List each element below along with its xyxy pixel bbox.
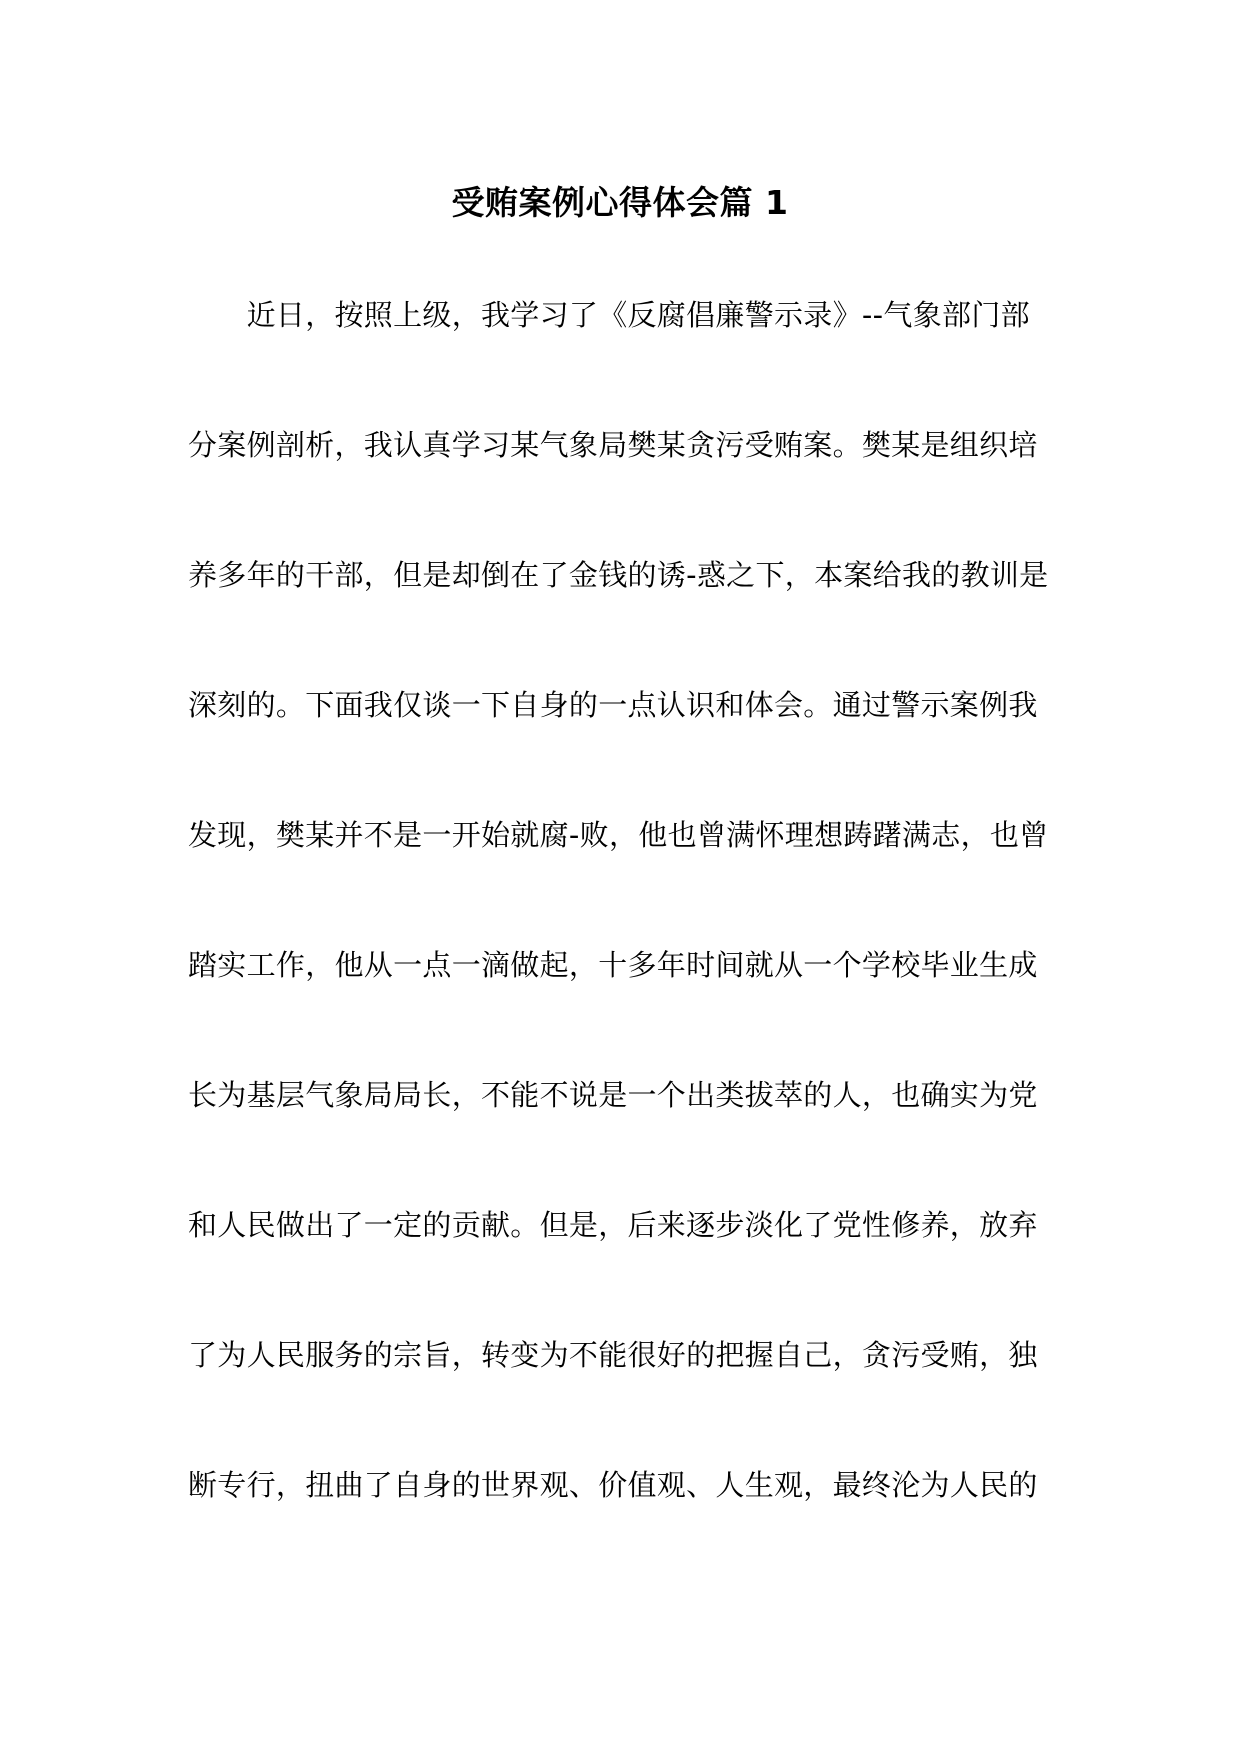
body-text-line: 分案例剖析，我认真学习某气象局樊某贪污受贿案。樊某是组织培	[188, 428, 1038, 462]
body-text-line: 和人民做出了一定的贡献。但是，后来逐步淡化了党性修养，放弃	[188, 1208, 1038, 1242]
body-text-line: 养多年的干部，但是却倒在了金钱的诱-惑之下，本案给我的教训是	[188, 558, 1049, 592]
body-text-line: 发现，樊某并不是一开始就腐-败，他也曾满怀理想踌躇满志，也曾	[188, 818, 1049, 852]
document-body	[188, 290, 1068, 1590]
body-text-line: 深刻的。下面我仅谈一下自身的一点认识和体会。通过警示案例我	[188, 688, 1038, 722]
body-text-line: 近日，按照上级，我学习了《反腐倡廉警示录》--气象部门部	[188, 298, 1030, 332]
body-text-line: 踏实工作，他从一点一滴做起，十多年时间就从一个学校毕业生成	[188, 948, 1038, 982]
body-text-line: 了为人民服务的宗旨，转变为不能很好的把握自己，贪污受贿，独	[188, 1338, 1038, 1372]
body-text-line: 长为基层气象局局长，不能不说是一个出类拔萃的人，也确实为党	[188, 1078, 1038, 1112]
document-title: 受贿案例心得体会篇 1	[451, 183, 789, 222]
body-text-line: 断专行，扭曲了自身的世界观、价值观、人生观，最终沦为人民的	[188, 1468, 1038, 1502]
